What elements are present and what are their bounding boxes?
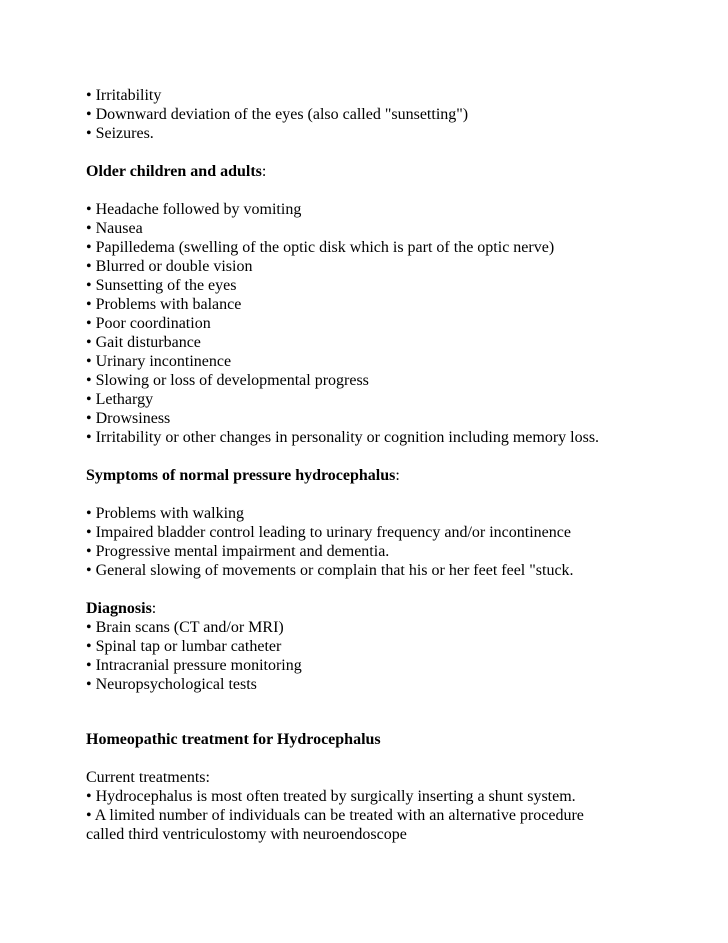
bullet-item: • Impaired bladder control leading to urinary frequency and/or incontinence [86,524,571,541]
bullet-item: • Headache followed by vomiting [86,201,302,218]
spacer [86,143,706,162]
bullet-item: • Sunsetting of the eyes [86,277,237,294]
heading-colon: : [395,467,400,484]
bullet-item: • Irritability or other changes in personality or cognition including memory loss. [86,429,600,446]
bullet-item: • Problems with balance [86,296,242,313]
bullet-item: • Blurred or double vision [86,258,253,275]
bullet-item: • Urinary incontinence [86,353,232,370]
spacer [86,749,706,768]
spacer [86,580,706,599]
bullet-item: • Downward deviation of the eyes (also called "sunsetting") [86,106,469,123]
bullet-item: • Papilledema (swelling of the optic disk which is part of the optic nerve) [86,239,555,256]
document-page [86,86,706,844]
bullet-item: • Drowsiness [86,410,171,427]
heading-colon: : [261,163,267,180]
heading-nph-symptoms [86,466,706,485]
bullet-item: • Slowing or loss of developmental progress [86,372,369,389]
heading-older-children [86,162,706,181]
heading-text: Older children and adults [86,163,262,180]
bullet-item: • Irritability [86,87,162,104]
spacer [86,694,706,730]
bullet-continuation: called third ventriculostomy with neuroendoscope [86,826,407,843]
heading-text: Homeopathic treatment for Hydrocephalus [86,731,381,748]
bullet-item: • Intracranial pressure monitoring [86,657,302,674]
bullet-item: • Seizures. [86,125,154,142]
spacer [86,447,706,466]
bullet-item: • Poor coordination [86,315,211,332]
bullet-item: • Spinal tap or lumbar catheter [86,638,282,655]
heading-diagnosis [86,599,706,618]
bullet-item: • Neuropsychological tests [86,676,257,693]
bullet-item: • Gait disturbance [86,334,201,351]
bullet-item: • Lethargy [86,391,154,408]
spacer [86,181,706,200]
heading-homeopathic-treatment [86,730,706,749]
current-treatments-label: Current treatments: [86,769,210,786]
bullet-item: • Nausea [86,220,143,237]
heading-text: Symptoms of normal pressure hydrocephalus [86,467,396,484]
bullet-item: • Progressive mental impairment and dementia. [86,543,390,560]
bullet-item: • Brain scans (CT and/or MRI) [86,619,284,636]
bullet-item: • A limited number of individuals can be treated with an alternative procedure [86,807,584,824]
bullet-item: • General slowing of movements or complain that his or her feet feel "stuck. [86,562,574,579]
bullet-item: • Hydrocephalus is most often treated by surgically inserting a shunt system. [86,788,576,805]
heading-colon: : [151,600,157,617]
bullet-item: • Problems with walking [86,505,245,522]
spacer [86,485,706,504]
heading-text: Diagnosis [86,600,152,617]
